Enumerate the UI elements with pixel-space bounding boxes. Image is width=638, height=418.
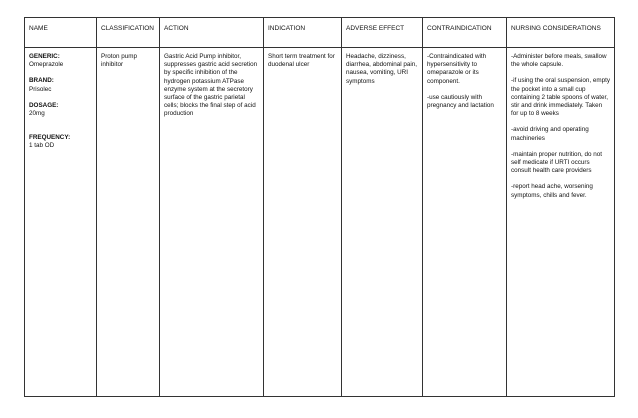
header-adverse-effect: ADVERSE EFFECT bbox=[342, 18, 423, 48]
nursing-item: -avoid driving and operating machineries bbox=[511, 126, 589, 142]
dosage-value: 20mg bbox=[29, 110, 45, 118]
classification-cell: Proton pump inhibitor bbox=[97, 48, 160, 397]
header-indication: INDICATION bbox=[264, 18, 342, 48]
dosage-label: DOSAGE: bbox=[29, 101, 59, 109]
contraindication-cell bbox=[423, 48, 507, 397]
adverse-effect-cell: Headache, dizziness, diarrhea, abdominal pain, nausea, vomiting, URI symptoms bbox=[342, 48, 423, 397]
action-cell: Gastric Acid Pump inhibitor, suppresses gastric acid secretion by specific inhibition of the hydrogen potassium ATPase enzyme system at the secretory surface of the gastric parietal cells; blocks the final step of acid production bbox=[160, 48, 264, 397]
name-cell bbox=[25, 48, 97, 397]
contraindication-item: -use cautiously with pregnancy and lactation bbox=[427, 93, 494, 110]
nursing-item: -maintain proper nutrition, do not self medicate if URTI occurs consult health care providers bbox=[511, 150, 603, 175]
header-action: ACTION bbox=[160, 18, 264, 48]
nursing-considerations-cell bbox=[507, 48, 615, 397]
nursing-item: -report head ache, worsening symptoms, chills and fever. bbox=[511, 183, 593, 199]
header-classification: CLASSIFICATION bbox=[97, 18, 160, 48]
indication-cell: Short term treatment for duodenal ulcer bbox=[264, 48, 342, 397]
header-nursing-considerations: NURSING CONSIDERATIONS bbox=[507, 18, 615, 48]
header-name: NAME bbox=[25, 18, 97, 48]
brand-value: Prisolec bbox=[29, 85, 52, 93]
nursing-item: -Administer before meals, swallow the whole capsule. bbox=[511, 53, 607, 69]
header-contraindication: CONTRAINDICATION bbox=[423, 18, 507, 48]
frequency-value: 1 tab OD bbox=[29, 142, 55, 150]
frequency-label: FREQUENCY: bbox=[29, 134, 71, 142]
nursing-item: -if using the oral suspension, empty the pocket into a small cup containing 2 table spoons of water, stir and drink immediately. Taken for up to 8 weeks bbox=[511, 77, 611, 118]
generic-label: GENERIC: bbox=[29, 53, 60, 60]
drug-row bbox=[25, 48, 615, 397]
contraindication-item: -Contraindicated with hypersensitivity to omeparazole or its component. bbox=[427, 53, 487, 85]
brand-label: BRAND: bbox=[29, 77, 54, 85]
header-row bbox=[25, 18, 615, 48]
drug-study-table bbox=[24, 17, 615, 397]
generic-value: Omeprazole bbox=[29, 61, 64, 69]
